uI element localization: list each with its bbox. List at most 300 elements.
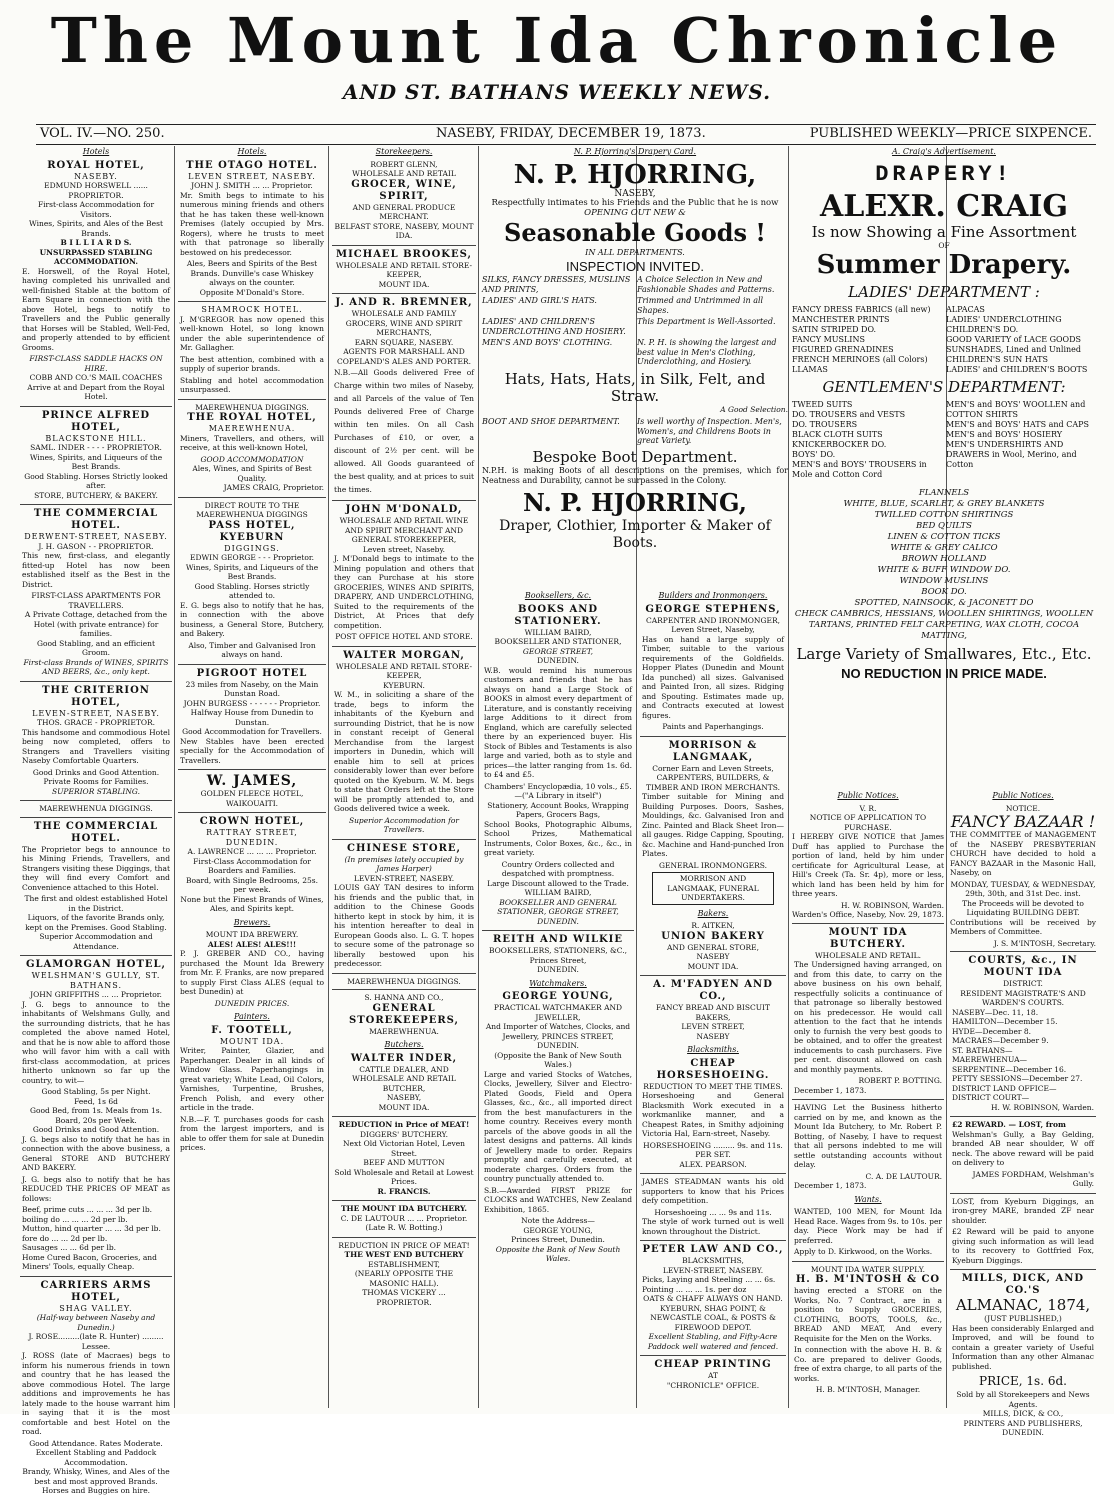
ad-peter-law <box>642 1244 784 1351</box>
ad-line: (NEARLY OPPOSITE THE MASONIC HALL). <box>354 1269 454 1288</box>
divider <box>950 1116 1096 1117</box>
ad-line: Stationery, Account Books, Wrapping Papers, Grocers Bags, <box>487 800 629 819</box>
ad-line: Chambers' Encyclopædia, 10 vols., £5.—("A Library in itself") <box>484 781 632 800</box>
masthead-subtitle: AND ST. BATHANS WEEKLY NEWS. <box>342 80 772 104</box>
ad-line: First-Class Accommodation for Boarders and Families. <box>193 856 311 875</box>
ad-hjorring <box>482 146 788 586</box>
ad-line: First-class Brands of WINES, SPIRITS AND BEERS, &c., only kept. <box>23 657 169 676</box>
ad-mount-ida-butchery-notice <box>794 927 942 1096</box>
ad-line: GEORGE YOUNG, <box>523 1225 593 1235</box>
ad-line: The first and oldest established Hotel in the District. <box>24 894 168 913</box>
section-heading: Butchers. <box>384 1040 424 1049</box>
section-heading: Painters. <box>234 1012 270 1021</box>
ad-title: GEORGE YOUNG, <box>502 991 614 1002</box>
list-item: CHILDREN'S SUN HATS <box>946 355 1048 364</box>
ad-proprietor: THOS. GRACE - PROPRIETOR. <box>36 718 156 727</box>
ad-line: LEVEN-STREET, NASEBY. <box>353 873 455 883</box>
divider <box>792 923 944 924</box>
price-line: Beef, prime cuts ... ... ... 3d per lb. <box>22 1205 153 1214</box>
ad-signature: C. A. DE LAUTOUR. <box>865 1171 942 1181</box>
ad-body: J. M'Donald begs to intimate to the Mining population and others that they can Purchase at his store GROCERIES, WINES AND SPIRITS, DRAPERY, AND UNDERCLOTHING, Suited to the requirements of the District, At Prices that defy competition. <box>334 554 474 630</box>
department-row <box>482 338 788 367</box>
price-line: fore do ... ... 2d per lb. <box>22 1233 108 1243</box>
ad-place: NASEBY, <box>614 188 656 199</box>
ad-line: £2 Reward will be paid to anyone giving such information as will lead to its recovery to Gottfried Fox, Kyeburn Diggings. <box>952 1227 1094 1265</box>
ad-walter-morgan <box>334 650 474 835</box>
divider <box>178 812 326 813</box>
ad-water-supply <box>794 1265 942 1395</box>
list-item: LADIES' UNDERCLOTHING <box>946 315 1062 324</box>
ad-title: THE COMMERCIAL HOTEL. <box>33 820 159 844</box>
ad-line: New Stables have been erected specially for the Accommodation of Travellers. <box>180 736 324 765</box>
ad-line: Feed, 1s 6d <box>74 1096 118 1106</box>
section-heading: Bakers. <box>697 908 729 918</box>
ad-line: Hats, Hats, Hats, in Silk, Felt, and Straw. <box>504 369 766 405</box>
section-heading: Hotels <box>82 147 110 156</box>
ad-title: THE MOUNT IDA BUTCHERY. <box>340 1204 468 1213</box>
ad-line: ALMANAC, 1874, <box>955 1296 1091 1314</box>
list-item: FRENCH MERINOES (all Colors) <box>792 355 928 364</box>
ad-line: Draper, Clothier, Importer & Maker of Boots. <box>499 517 771 551</box>
list-item: SPOTTED, NAINSOOK, & JACONETT DO <box>854 598 1034 608</box>
list-item: MEN'S and BOYS' WOOLLEN and COTTON SHIRTS <box>946 400 1086 419</box>
section-heading: Public Notices. <box>837 791 899 800</box>
ad-signature: JAMES FORDHAM, Welshman's Gully. <box>972 1169 1094 1188</box>
ad-line: Liquors, of the favorite Brands only, kept on the Premises. Good Stabling. <box>25 913 167 932</box>
ad-body: N.B.—All Goods delivered Free of Charge within two miles of Naseby, and all Parcels of the value of Ten Pounds delivered Free of Charge within ten miles. On all Cash Purchases of £10, or over, a discount of 2½ per cent. will be allowed. All Goods guaranteed of the best quality, and at prices to suit the times. <box>334 368 474 494</box>
ad-line: (Half-way between Naseby and Dunedin.) <box>36 1313 156 1332</box>
ad-line: Note the Address— <box>521 1216 595 1225</box>
list-item: MEN'S and BOYS' TROUSERS in Mole and Cotton Cord <box>792 460 927 479</box>
list-item: FLANNELS <box>918 488 970 498</box>
ad-line: AT <box>707 1371 718 1380</box>
ad-line: H. B. M'INTOSH & CO <box>795 1274 941 1285</box>
ad-line: Good Accommodation for Travellers. <box>182 727 322 736</box>
ad-line: POST OFFICE HOTEL AND STORE. <box>335 632 473 641</box>
ad-place: DIGGINGS. <box>224 543 280 553</box>
ad-line: LEVEN-STREET, NASEBY. <box>662 1265 764 1275</box>
list-item: KNICKERBOCKER DO. <box>792 440 887 449</box>
divider <box>640 975 786 976</box>
ad-body: THE COMMITTEE of MANAGEMENT of the NASEBY PRESBYTERIAN CHURCH have decided to hold a FANCY BAZAAR in the Masonic Hall, Naseby, on <box>950 830 1096 877</box>
ad-line: WILLIAM BAIRD, <box>524 888 592 897</box>
ad-line: UNSURPASSED STABLING ACCOMMODATION. <box>39 247 153 266</box>
ad-body: Has on hand a large supply of Timber, suitable to the various requirements of the Goldfields. Hopper Plates (Dunedin and Mount Ida punched) all sizes. Galvanised and Painted Iron, all sizes. Ridging and Spouting. Estimates made up, and Contracts executed at lowest figures. <box>642 634 784 720</box>
ad-criterion-hotel <box>22 685 170 797</box>
ad-title: COURTS, &c., IN MOUNT IDA <box>968 955 1078 978</box>
ad-price: PRICE, 1s. 6d. <box>979 1374 1067 1388</box>
ad-title: MORRISON & LANGMAAK, <box>668 739 758 763</box>
list-item: LLAMAS <box>792 365 828 374</box>
ad-crown-hotel <box>180 816 324 914</box>
ad-george-stephens <box>642 604 784 732</box>
ad-line: WHOLESALE AND FAMILY GROCERS, WINE AND SPIRIT MERCHANTS, <box>345 309 463 337</box>
ad-line: ALEX. PEARSON. <box>679 1159 747 1169</box>
ad-line: Also, Timber and Galvanised Iron always on hand. <box>188 640 316 659</box>
ad-box-line: MORRISON AND LANGMAAK, FUNERAL UNDERTAKERS. <box>652 872 774 905</box>
ad-royal-hotel-maerewhenua <box>180 412 324 493</box>
ad-line: Excellent Stabling and Paddock Accommodation. <box>35 1448 157 1467</box>
ad-line: WHOLESALE AND RETAIL STORE-KEEPER, <box>335 260 473 279</box>
ad-body: Has been considerably Enlarged and Improved, and will be found to contain a greater variety of Useful Information than any other Almanac published. <box>952 1323 1094 1371</box>
section-heading: Hotels. <box>237 147 267 156</box>
ad-line: Paints and Paperhangings. <box>662 722 764 731</box>
ad-proprietor: JOHN BURGESS - - - - - - Proprietor. <box>183 698 321 708</box>
ad-proprietor: SAML. INDER - - - - PROPRIETOR. <box>30 443 162 452</box>
section-heading: Builders and Ironmongers. <box>658 591 768 600</box>
ad-commercial-hotel-maerewhenua <box>22 821 170 952</box>
divider <box>332 293 476 294</box>
ad-title: FANCY BAZAAR ! <box>950 812 1096 831</box>
column-rule <box>328 146 329 1408</box>
ad-line: Wines, Spirits, and Liqueurs of the Best Brands. <box>29 452 163 471</box>
ad-title: S. HANNA AND CO., <box>364 993 444 1002</box>
list-item: DO. TROUSERS and VESTS <box>792 410 906 419</box>
ad-body: LOST, from Kyeburn Diggings, an iron-grey MARE, branded ZF near shoulder. <box>952 1196 1094 1225</box>
ad-line: NASEBY, <box>386 1093 422 1102</box>
ad-line: MOUNT IDA. <box>378 279 430 289</box>
divider <box>332 646 476 647</box>
divider <box>332 1200 476 1201</box>
ad-title: REITH AND WILKIE <box>493 934 623 945</box>
ad-title: CROWN HOTEL, <box>199 816 305 827</box>
list-item: BOOK DO. <box>921 587 967 597</box>
price-line: Picks, Laying and Steeling ... ... 6s. <box>642 1275 776 1284</box>
ad-line: BLACKSMITHS, <box>682 1256 744 1265</box>
list-left <box>792 305 942 375</box>
ad-signature: H. W. ROBINSON, Warden. <box>840 900 944 910</box>
ad-line: Leven street, Naseby. <box>362 544 446 554</box>
department-heading: GENTLEMEN'S DEPARTMENT: <box>822 378 1066 396</box>
list-item: MANCHESTER PRINTS <box>792 315 890 324</box>
ad-line: The best attention, combined with a supply of superior brands. <box>180 354 324 373</box>
divider <box>950 951 1096 952</box>
ad-title: REDUCTION IN PRICE OF MEAT! <box>338 1240 470 1250</box>
ad-body: JAMES STEADMAN wants his old supporters to know that his Prices defy competition. <box>642 1177 784 1205</box>
ad-title: REDUCTION in Price of MEAT! <box>338 1120 470 1129</box>
ad-line: Stabling and hotel accommodation unsurpassed. <box>180 375 324 394</box>
ad-body: having erected a STORE on the Works, No. 7 Contract, are in a position to Supply GROCERIES, CLOTHING, BOOTS, TOOLS, &c., BREAD AND MEAT, And every Requisite for the Men on the Works. <box>794 1286 942 1343</box>
ad-line: Corner Earn and Leven Streets, <box>652 763 774 773</box>
ad-line: A Good Selection. <box>720 404 788 414</box>
ad-line: (Opposite the Bank of New South Wales.) <box>494 1050 622 1069</box>
ad-body: J. G. begs also to notify that he has in connection with the above business, a General STORE AND BUTCHERY AND BAKERY. <box>22 1134 170 1172</box>
ad-line: Princes Street, Dunedin. <box>511 1235 605 1244</box>
ad-line: Is now Showing a Fine Assortment <box>811 222 1077 241</box>
divider <box>332 989 476 990</box>
ad-line: GENERAL IRONMONGERS. <box>658 860 767 870</box>
ad-signature: H. W. ROBINSON, Warden. <box>990 1102 1094 1112</box>
district-heading: MAEREWHENUA DIGGINGS. <box>39 804 153 813</box>
ad-line: PRINTERS AND PUBLISHERS, <box>963 1418 1083 1428</box>
ad-line: MOUNT IDA. <box>378 1102 430 1112</box>
ad-title: ROYAL HOTEL, <box>47 159 145 171</box>
department-name: LADIES' AND CHILDREN'S UNDERCLOTHING AND HOSIERY. <box>482 317 626 336</box>
ad-line: Superior Accommodation and Attendance. <box>39 932 153 951</box>
ad-body: This handsome and commodious Hotel being now completed, offers to Strangers and Travellers visiting Naseby Comfortable Quarters. <box>22 727 170 765</box>
ad-title: ALEXR. CRAIG <box>819 188 1069 224</box>
price-line: Mutton, hind quarter ... ... 3d per lb. <box>22 1224 161 1233</box>
ad-title: BOOKS AND STATIONERY. <box>514 603 602 627</box>
ad-date: Warden's Office, Naseby, Nov. 29, 1873. <box>792 910 944 919</box>
ad-body: WANTED, 100 MEN, for Mount Ida Head Race. Wages from 9s. to 10s. per day. Piece Work may be had if preferred. <box>794 1207 942 1245</box>
ad-courts <box>952 955 1094 1112</box>
ad-line: Board, 20s per Week. <box>55 1115 137 1125</box>
court-line: NASEBY—Dec. 11, 18. <box>952 1007 1039 1017</box>
ad-line: WHOLESALE AND RETAIL. <box>814 950 922 960</box>
ad-line: GENERAL STOREKEEPER, <box>351 535 457 544</box>
department-rows <box>482 275 788 367</box>
ad-place: BLACKSTONE HILL. <box>45 433 147 443</box>
ad-title: W. JAMES, <box>206 773 298 789</box>
ad-carriers-arms-hotel <box>22 1280 170 1496</box>
ad-title: THE ROYAL HOTEL, <box>187 412 317 423</box>
ad-body: Horseshoeing and General Blacksmith Work executed in a workmanlike manner, and a Cheapest Rates, in Smithy adjoining Victoria Hal, Earn-street, Naseby. <box>642 1091 784 1138</box>
list-item: CHILDREN'S DO. <box>946 325 1019 334</box>
ad-line: B I L L I A R D S. <box>60 238 132 247</box>
ad-line: OPENING OUT NEW & <box>584 207 686 218</box>
divider <box>332 1237 476 1238</box>
ad-cheap-printing <box>642 1359 784 1390</box>
ad-line: None but the Finest Brands of Wines, Ales, and Spirits kept. <box>180 894 324 913</box>
divider <box>792 1261 944 1262</box>
ad-line: Halfway House from Dunedin to Dunstan. <box>190 708 314 727</box>
ad-body: E. G. begs also to notify that he has, in connection with the above business, a General Store, Butchery, and Bakery. <box>180 600 324 638</box>
ad-line: ESTABLISHMENT, <box>368 1259 440 1269</box>
ad-proprietor: A. LAWRENCE ... ... ... Proprietor. <box>187 847 317 856</box>
ad-title: THE OTAGO HOTEL. <box>186 159 318 171</box>
list-item: BED QUILTS <box>916 521 972 531</box>
ad-diggers-butchery <box>334 1120 474 1196</box>
ad-headline: Summer Drapery. <box>816 250 1072 280</box>
ad-reith-wilkie <box>484 934 632 975</box>
ad-proprietor: JAMES CRAIG, Proprietor. <box>223 483 324 492</box>
ad-signature: ROBERT P. BOTTING. <box>858 1076 942 1085</box>
list-item: FIGURED GRENADINES <box>792 345 894 354</box>
ad-line: BELFAST STORE, NASEBY, MOUNT IDA. <box>334 221 474 240</box>
ad-title: A. M'FADYEN AND CO., <box>653 979 773 1002</box>
list-item: WHITE & BUFF WINDOW DO. <box>877 565 1011 575</box>
flannels-list <box>792 488 1096 642</box>
ad-shamrock-hotel <box>180 305 324 395</box>
ad-title: PRINCE ALFRED HOTEL, <box>41 409 151 433</box>
ad-body: J. M'GREGOR has now opened this well-known Hotel, so long known under the able superintendence of Mr. Gallagher. <box>180 314 324 352</box>
department-row <box>482 417 788 446</box>
ad-title: GLAMORGAN HOTEL, <box>25 959 167 970</box>
ad-line: J. ROSE.........(late R. Hunter) ......... Lessee. <box>28 1332 164 1351</box>
ad-title: GEORGE STEPHENS, <box>645 603 781 615</box>
ad-title: PIGROOT HOTEL <box>196 667 308 679</box>
ad-cheap-horseshoeing <box>642 1058 784 1170</box>
ad-title: N. P. HJORRING, <box>523 487 747 517</box>
ad-title: MOUNT IDA BREWERY. <box>205 930 299 939</box>
section-heading: Wants. <box>854 1194 882 1204</box>
ad-line: Apply to D. Kirkwood, on the Works. <box>794 1247 933 1256</box>
ad-line: Horses and Buggies on hire. <box>41 1486 151 1495</box>
masthead-title: The Mount Ida Chronicle <box>50 4 1064 77</box>
divider <box>178 301 326 302</box>
court-line: SERPENTINE—December 16. <box>952 1064 1067 1074</box>
ad-line: STORE, BUTCHERY, & BAKERY. <box>34 490 158 500</box>
section-heading: Watchmakers. <box>529 978 587 988</box>
ad-line: Large Discount allowed to the Trade. <box>487 878 629 888</box>
column-rule <box>788 146 789 1408</box>
ad-body: W.B. would remind his numerous customers and friends that he has always on hand a Large Stock of BOOKS in almost every department of Literature, and is constantly receiving large Additions to it direct from England, which are carefully selected there by an experienced buyer. His Stock of Bibles and Testaments is also large and varied, both as to style and prices—the latter ranging from 1s. 6d. to £4 and £5. <box>484 665 632 779</box>
ad-line: (Late R. W. Botting.) <box>365 1223 443 1232</box>
divider <box>792 1099 944 1100</box>
ad-body: W. M., in soliciting a share of the trade, begs to inform the inhabitants of the Kyeburn and surrounding District, that he is now in constant receipt of General Merchandise from the largest importers in Dunedin, which will enable him to sell at prices considerably lower than ever before quoted on the Kyeburn. W. M. begs to state that Orders left at the Store will be promptly attended to, and Goods delivered twice a week. <box>334 690 474 813</box>
ad-line: Wines, Spirits, and Liqueurs of the Best Brands. <box>185 562 319 581</box>
ad-line: GOLDEN FLEECE HOTEL, <box>200 789 304 798</box>
ad-signature: H. B. M'INTOSH, Manager. <box>815 1385 921 1394</box>
list-item: BLACK CLOTH SUITS <box>792 430 883 439</box>
list-item: BROWN HOLLAND <box>901 554 987 564</box>
ad-line: WILLIAM BAIRD, <box>524 627 592 637</box>
ad-line: Contributions will be received by Members of Committee. <box>950 917 1096 936</box>
divider <box>332 973 476 974</box>
divider <box>332 245 476 246</box>
ad-line: UNION BAKERY <box>661 930 765 942</box>
ad-line: CARPENTER AND IRONMONGER, <box>646 615 780 625</box>
list-item: DO. TROUSERS <box>792 420 858 429</box>
ad-line: BAKERS, <box>695 1012 731 1022</box>
ad-line: In connection with the above H. B. & Co. are prepared to deliver Goods, free of extra charge, to all parts of the works. <box>794 1345 942 1383</box>
ad-date: December 1, 1873. <box>794 1181 867 1190</box>
ad-line: AGENTS FOR MARSHALL AND COPELAND'S ALES AND PORTER. <box>337 347 471 366</box>
section-heading: A. Craig's Advertisement. <box>892 147 996 156</box>
ad-line: R. FRANCIS. <box>377 1186 431 1196</box>
department-description: Trimmed and Untrimmed in all Shapes. <box>637 296 764 315</box>
ad-title: MICHAEL BROOKES, <box>336 248 472 260</box>
ad-title: N. P. HJORRING, <box>513 159 757 190</box>
district-heading: MAEREWHENUA DIGGINGS. <box>347 976 461 986</box>
ad-title: R. AITKEN, <box>691 921 735 930</box>
court-line: DISTRICT LAND OFFICE— <box>952 1083 1057 1093</box>
ad-headline: Seasonable Goods ! <box>504 218 766 247</box>
ad-title: WALTER INDER, <box>350 1052 458 1064</box>
ad-line: School Books, Photographic Albums, School Prizes, Mathematical Instruments, Color Boxes, &c., &c., in great variety. <box>484 819 632 857</box>
ad-line: RESIDENT MAGISTRATE'S AND WARDEN'S COURTS. <box>960 988 1086 1007</box>
ad-line: NO REDUCTION IN PRICE MADE. <box>841 666 1047 681</box>
ad-commercial-hotel <box>22 508 170 677</box>
price-line: Sausages ... ... 6d per lb. <box>22 1243 117 1252</box>
ad-title: F. TOOTELL, <box>211 1024 293 1036</box>
ad-line: HORSESHOEING ......... 9s. and 11s. PER SET. <box>643 1140 783 1159</box>
ad-george-young <box>484 991 632 1264</box>
ad-body: Writer, Painter, Glazier, and Paperhanger. Dealer in all kinds of Window Glass. Paperhangings in great variety; White Lead, Oil Colors, Varnishes, Turpentine, Brushes, French Polish, and every other article in the trade. <box>180 1046 324 1112</box>
department-row <box>482 317 788 336</box>
column-hotels-2 <box>178 146 326 1408</box>
ad-william-baird <box>484 604 632 927</box>
ad-robert-glenn <box>334 160 474 241</box>
ad-title: CHEAP PRINTING <box>654 1359 772 1370</box>
ad-title: NOTICE OF APPLICATION TO PURCHASE. <box>809 813 927 832</box>
ad-line: Board, with Single Bedrooms, 25s. per week. <box>186 875 318 894</box>
ad-walter-inder <box>334 1053 474 1113</box>
ad-line: Wines, Spirits, and Ales of the Best Brands. <box>29 219 163 238</box>
ad-line: Good Stabling. Horses Strictly looked after. <box>24 471 168 490</box>
ad-line: (JUST PUBLISHED,) <box>984 1314 1062 1323</box>
ad-line: Opposite M'Donald's Store. <box>199 287 305 297</box>
ad-proprietor: EDWIN GEORGE - - - Proprietor. <box>189 553 315 562</box>
list-item: GOOD VARIETY of LACE GOODS <box>946 335 1081 344</box>
ad-line: WAIKOUAITI. <box>225 798 279 808</box>
list-left <box>792 400 942 480</box>
ad-body: E. Horswell, of the Royal Hotel, having completed his unrivalled and well-finished Stable at the bottom of Earn Square in connection with the above Hotel, begs to notify to Travellers and the Public generally that Horses will be Stabled, Well-Fed, and properly attended to by efficient Grooms. <box>22 266 170 352</box>
ad-line: INSPECTION INVITED. <box>566 258 704 274</box>
column-booksellers <box>482 590 634 1408</box>
ad-line: WHOLESALE AND RETAIL STORE-KEEPER, <box>335 661 473 680</box>
ad-title: THE CRITERION HOTEL, <box>42 684 150 708</box>
ad-line: BOOKSELLER AND GENERAL STATIONER, GEORGE STREET, DUNEDIN. <box>497 897 619 926</box>
section-heading: Storekeepers. <box>375 147 433 156</box>
list-item: WINDOW MUSLINS <box>899 576 989 586</box>
divider <box>20 800 172 801</box>
ad-line: N.B.—F. T. purchases goods for cash from the largest importers, and is able to offer them for sale at Dunedin prices. <box>180 1114 324 1152</box>
list-item: TWILLED COTTON SHIRTINGS <box>874 510 1014 520</box>
divider <box>332 839 476 840</box>
court-line: PETTY SESSIONS—December 27. <box>952 1074 1083 1083</box>
ad-body: Timber suitable for Mining and Building Purposes. Doors, Sashes, Mouldings, &c. Galvanised Iron and Zinc. Painted and Black Sheet Iron—all gauges. Ridge Capping, Spouting, &c. Machine and Hand-punched Iron Plates. <box>642 792 784 858</box>
ad-title: CARRIERS ARMS HOTEL, <box>40 1279 152 1303</box>
list-item: SUNSHADES, Lined and Unlined <box>946 345 1082 354</box>
ad-r-aitken <box>642 921 784 971</box>
price-line: boiling do ... ... ... 2d per lb. <box>22 1214 128 1224</box>
ad-line: DISTRICT. <box>1003 979 1043 988</box>
list-right <box>946 305 1096 375</box>
ad-title: MOUNT IDA WATER SUPPLY. <box>810 1264 926 1274</box>
list-item: BOYS' DO. <box>792 450 836 459</box>
ad-line: DIGGERS' BUTCHERY. <box>359 1129 449 1139</box>
ad-line: WHOLESALE AND RETAIL <box>352 169 456 178</box>
list-item: LADIES' and CHILDREN'S BOOTS <box>946 365 1088 374</box>
ad-body: The Undersigned having arranged, on and from this date, to carry on the above business on his own behalf, respectfully solicits a continuance of that patronage so liberally bestowed on his predecessor. He would call attention to the fact that he intends only to furnish the very best goods to be obtained, and to offer the greatest inducements to cash purchasers. Five per cent. discount allowed on cash and monthly payments. <box>794 960 942 1074</box>
list-item: ALPACAS <box>946 305 985 314</box>
ad-james-steadman <box>642 1177 784 1236</box>
department-description: A Choice Selection in New and Fashionable Shades and Patterns. <box>637 275 775 294</box>
ad-place: LEVEN STREET, NASEBY. <box>188 171 316 181</box>
ad-having-let <box>794 1103 942 1191</box>
ad-line: PRACTICAL WATCHMAKER AND JEWELLER, <box>493 1003 623 1022</box>
ad-title: CHINESE STORE, <box>347 842 461 854</box>
ad-body: Welshman's Gully, a Bay Gelding, branded AB near shoulder, W off neck. The above reward will be paid on delivery to <box>952 1129 1094 1167</box>
ad-line: Country Orders collected and despatched with promptness. <box>501 859 615 878</box>
price-line: Pointing ... ... ... 1s. per doz <box>642 1284 747 1294</box>
department-row <box>482 296 788 315</box>
ad-place: 23 miles from Naseby, on the Main Dunstan Road. <box>185 679 319 698</box>
ad-line: OATS & CHAFF ALWAYS ON HAND. <box>643 1294 783 1303</box>
ad-w-james <box>180 773 324 808</box>
ad-line: V. R. <box>859 803 877 813</box>
ad-line: First-class Accommodation for Visitors. <box>37 200 155 219</box>
section-heading: Public Notices. <box>992 791 1054 800</box>
section-heading: Blacksmiths. <box>687 1045 739 1054</box>
gentlemens-department-list <box>792 400 1096 480</box>
ad-body: P. J. GREBER AND CO., having purchased the Mount Ida Brewery from Mr. F. Franks, are now prepared to supply First Class ALES (equal to best Dunedin) at <box>180 949 324 996</box>
ad-wanted-men <box>794 1207 942 1257</box>
divider <box>950 1193 1096 1194</box>
column-storekeepers <box>332 146 476 1408</box>
ad-line: DUNEDIN. <box>537 656 579 665</box>
divider <box>178 769 326 770</box>
ad-line: GEORGE STREET, <box>522 646 594 656</box>
ad-line: BOOKSELLERS, STATIONERS, &C., <box>489 946 627 955</box>
ad-tootell <box>180 1025 324 1153</box>
divider <box>332 500 476 501</box>
ad-proprietor: JOHN J. SMITH ... ... Proprietor. <box>191 181 313 190</box>
divider <box>178 664 326 665</box>
divider <box>640 1173 786 1174</box>
